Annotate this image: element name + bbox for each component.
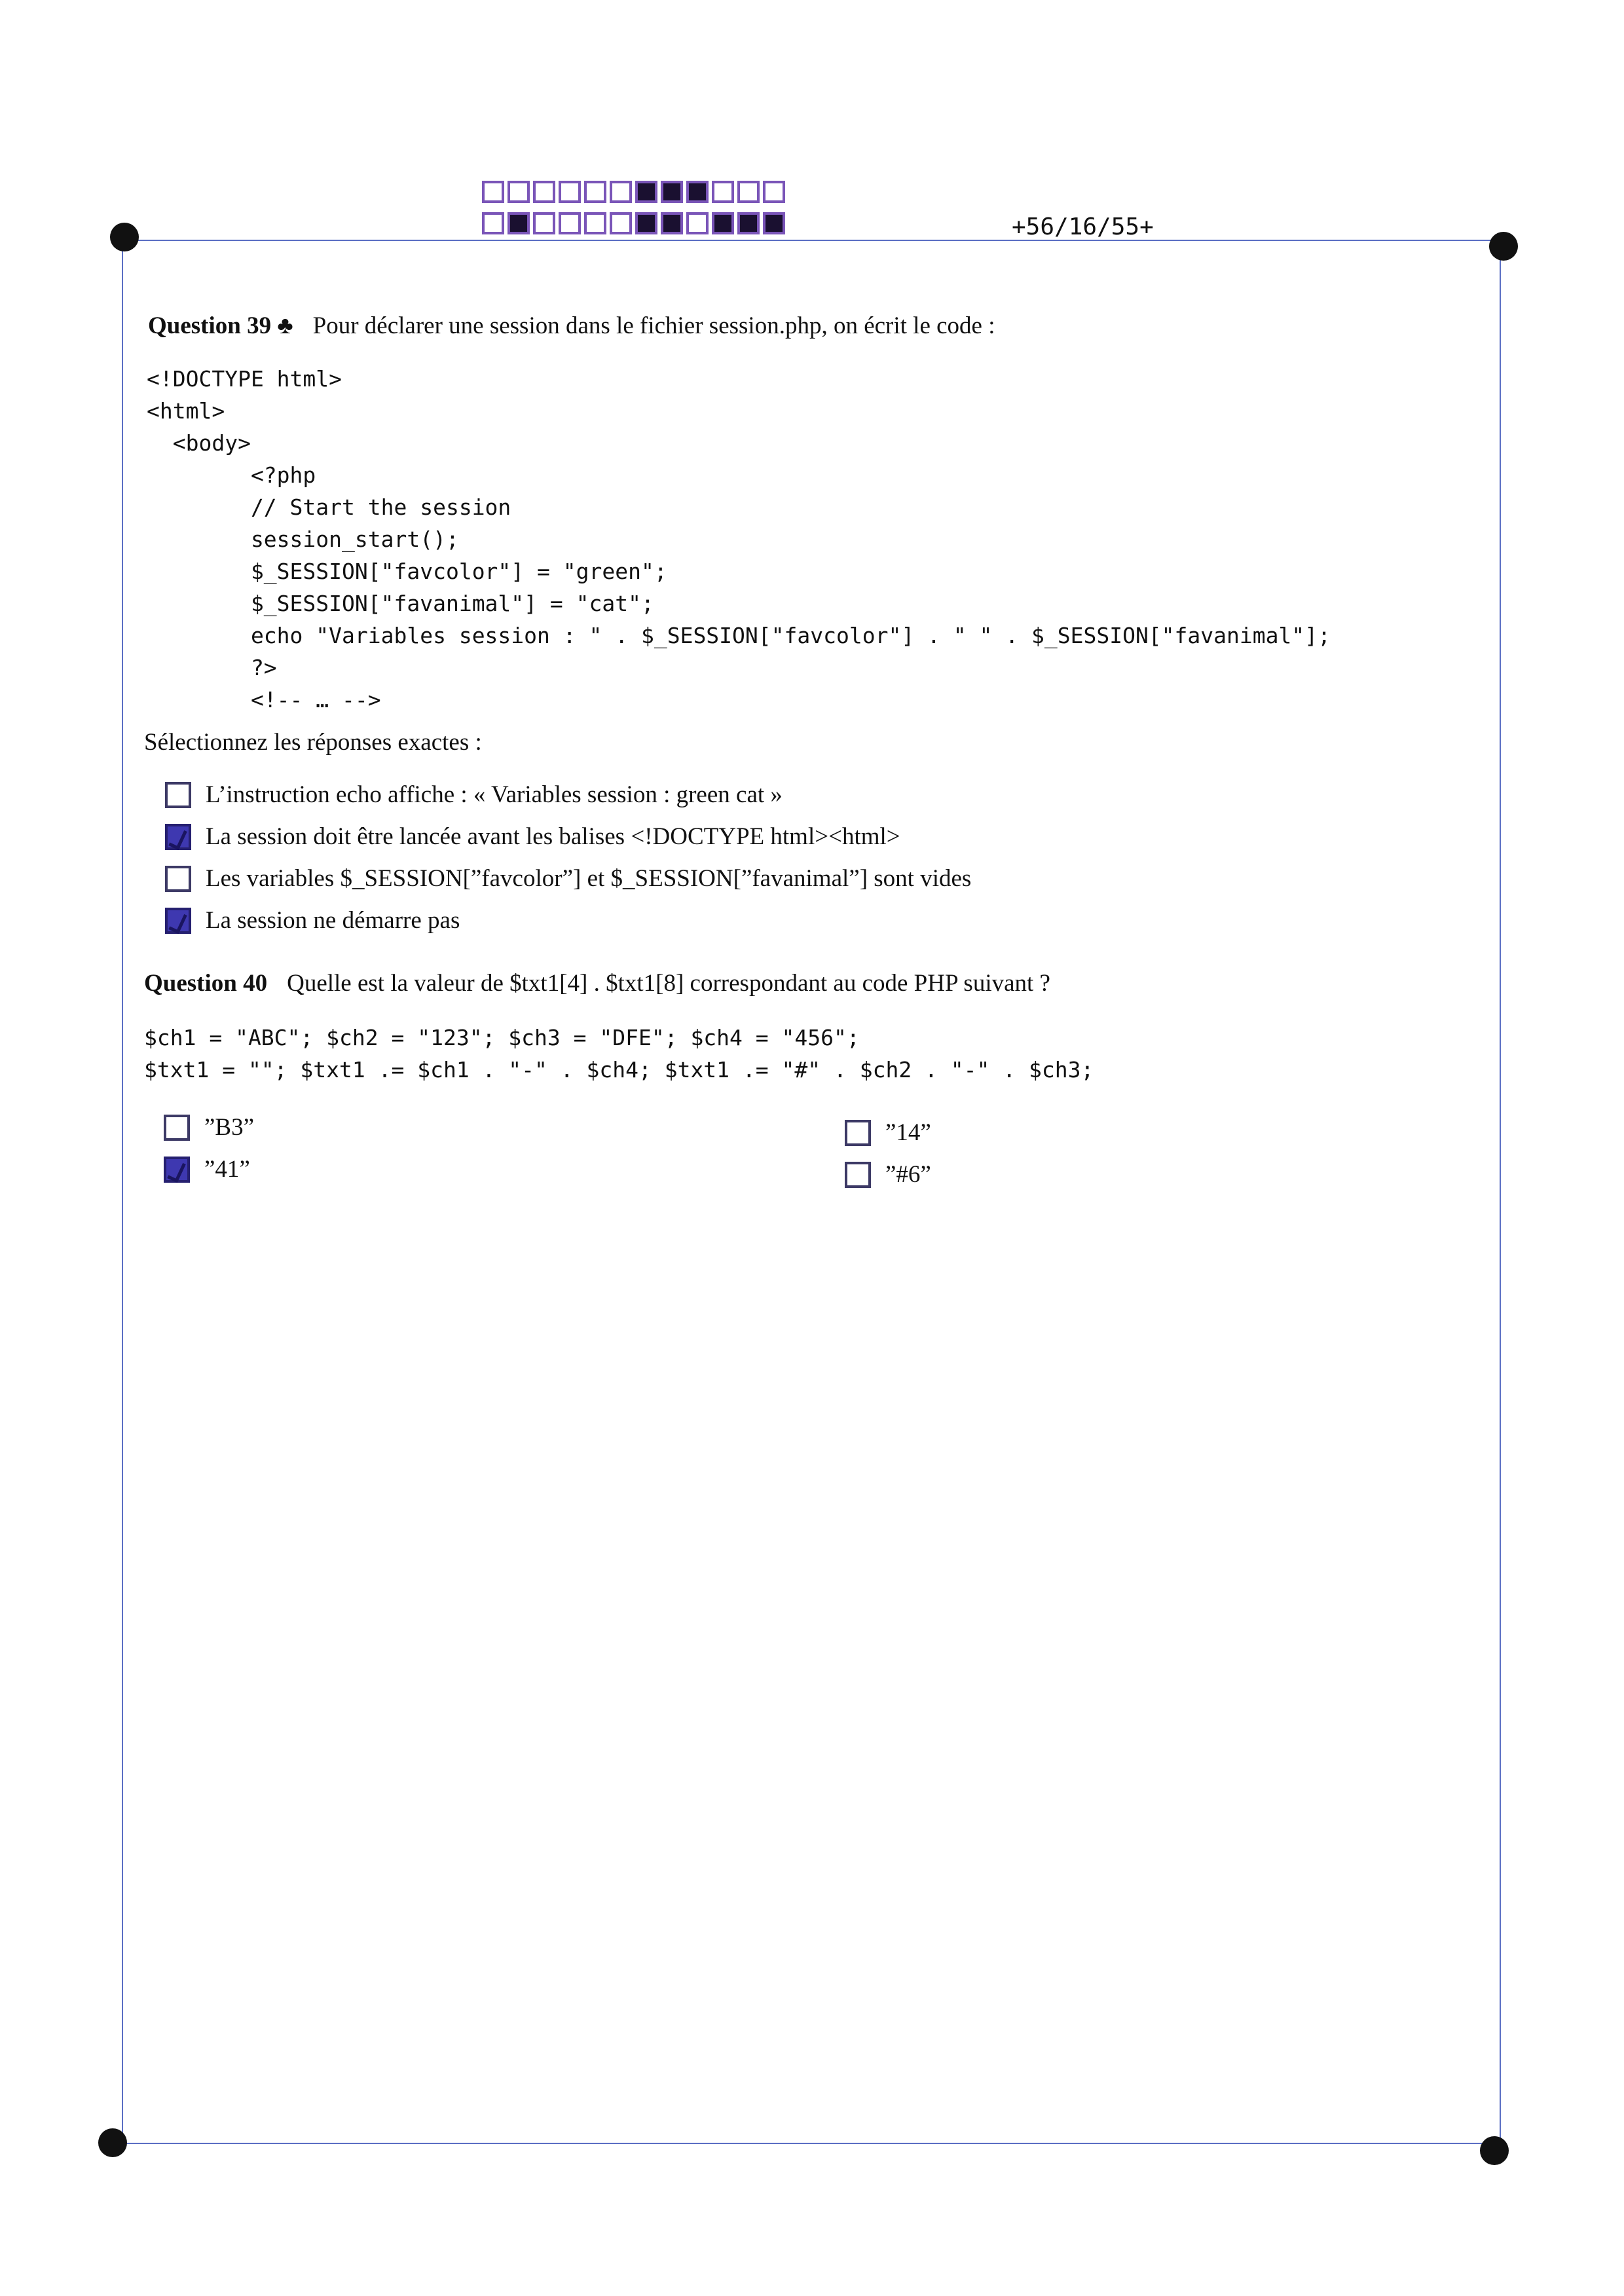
code-line: echo "Variables session : " . $_SESSION["favcolor"] . " " . $_SESSION["favanimal"];	[147, 623, 1331, 648]
q40-answer-4-label: ”#6”	[885, 1161, 931, 1188]
q40-answer-2-label: ”41”	[204, 1156, 250, 1183]
q40-answer-1-checkbox[interactable]	[164, 1115, 190, 1141]
barcode-cell	[661, 212, 683, 234]
question-39-number: Question 39 ♣	[148, 312, 293, 339]
barcode-cell	[661, 181, 683, 203]
q39-answer-2-label: La session doit être lancée avant les balises <!DOCTYPE html><html>	[206, 823, 900, 850]
q39-answer-4-label: La session ne démarre pas	[206, 907, 460, 934]
q39-answer-1-checkbox[interactable]	[165, 782, 191, 808]
code-line: <!DOCTYPE html>	[147, 366, 342, 392]
barcode-cell	[737, 181, 760, 203]
code-line: $_SESSION["favcolor"] = "green";	[147, 559, 667, 584]
barcode-cell	[712, 181, 734, 203]
barcode-cell	[737, 212, 760, 234]
corner-mark-bottom-left	[98, 2128, 127, 2157]
q39-answer-3-label: Les variables $_SESSION[”favcolor”] et $_SESSION[”favanimal”] sont vides	[206, 865, 972, 892]
q39-answer-1[interactable]	[165, 781, 783, 809]
barcode-cell	[559, 212, 581, 234]
barcode-cell	[533, 212, 555, 234]
q39-answer-2-checkbox[interactable]	[165, 824, 191, 850]
frame-bottom-line	[113, 2143, 1496, 2144]
q40-answer-3-checkbox[interactable]	[845, 1120, 871, 1146]
question-40-header	[144, 969, 1050, 997]
barcode-cell	[610, 181, 632, 203]
question-39-code	[147, 363, 1331, 716]
barcode-cell	[507, 212, 530, 234]
barcode-cell	[610, 212, 632, 234]
q40-answer-1[interactable]	[164, 1113, 254, 1141]
code-line: $_SESSION["favanimal"] = "cat";	[147, 591, 654, 616]
code-line: session_start();	[147, 527, 459, 552]
code-line: // Start the session	[147, 494, 511, 520]
question-39-text: Pour déclarer une session dans le fichier session.php, on écrit le code :	[312, 312, 995, 339]
q40-answer-3-label: ”14”	[885, 1119, 931, 1146]
barcode-cell	[584, 212, 606, 234]
q40-answer-1-label: ”B3”	[204, 1114, 255, 1141]
q40-answer-3[interactable]	[845, 1119, 931, 1147]
barcode-cell	[533, 181, 555, 203]
q40-answer-2-checkbox[interactable]	[164, 1157, 190, 1183]
frame-top-line	[124, 240, 1501, 241]
question-39-instruction: Sélectionnez les réponses exactes :	[144, 729, 482, 756]
code-line: $txt1 = ""; $txt1 .= $ch1 . "-" . $ch4; $txt1 .= "#" . $ch2 . "-" . $ch3;	[144, 1057, 1094, 1083]
barcode-cell	[763, 212, 785, 234]
q40-answer-4[interactable]	[845, 1160, 931, 1189]
barcode-cell	[559, 181, 581, 203]
barcode-cell	[482, 181, 504, 203]
q39-answer-3[interactable]	[165, 864, 971, 893]
code-line: <html>	[147, 398, 225, 424]
code-line: <body>	[147, 430, 251, 456]
barcode-cell	[482, 212, 504, 234]
question-40-code	[144, 1022, 1094, 1086]
q39-answer-1-label: L’instruction echo affiche : « Variables session : green cat »	[206, 781, 783, 808]
barcode-cell	[712, 212, 734, 234]
corner-mark-bottom-right	[1480, 2136, 1509, 2165]
frame-left-line	[122, 240, 123, 2143]
barcode-cell	[584, 181, 606, 203]
frame-right-line	[1500, 246, 1501, 2149]
q40-answer-4-checkbox[interactable]	[845, 1162, 871, 1188]
code-line: ?>	[147, 655, 277, 680]
q39-answer-3-checkbox[interactable]	[165, 866, 191, 892]
q39-answer-4[interactable]	[165, 906, 460, 935]
question-39-header	[148, 312, 995, 340]
barcode-row-top	[482, 181, 788, 203]
corner-mark-top-right	[1489, 232, 1518, 261]
barcode-cell	[635, 212, 657, 234]
q39-answer-2[interactable]	[165, 823, 900, 851]
corner-mark-top-left	[110, 223, 139, 251]
question-40-text: Quelle est la valeur de $txt1[4] . $txt1[8] correspondant au code PHP suivant ?	[287, 970, 1050, 997]
barcode-cell	[635, 181, 657, 203]
barcode-cell	[686, 181, 709, 203]
code-line: <?php	[147, 462, 316, 488]
code-line: $ch1 = "ABC"; $ch2 = "123"; $ch3 = "DFE"; $ch4 = "456";	[144, 1025, 860, 1050]
barcode-row-bottom	[482, 212, 788, 234]
barcode-cell	[763, 181, 785, 203]
q40-answer-2[interactable]	[164, 1155, 250, 1183]
q39-answer-4-checkbox[interactable]	[165, 908, 191, 934]
page-id: +56/16/55+	[1012, 213, 1154, 240]
code-line: <!-- … -->	[147, 687, 381, 713]
barcode-cell	[686, 212, 709, 234]
question-40-number: Question 40	[144, 970, 268, 997]
barcode-cell	[507, 181, 530, 203]
